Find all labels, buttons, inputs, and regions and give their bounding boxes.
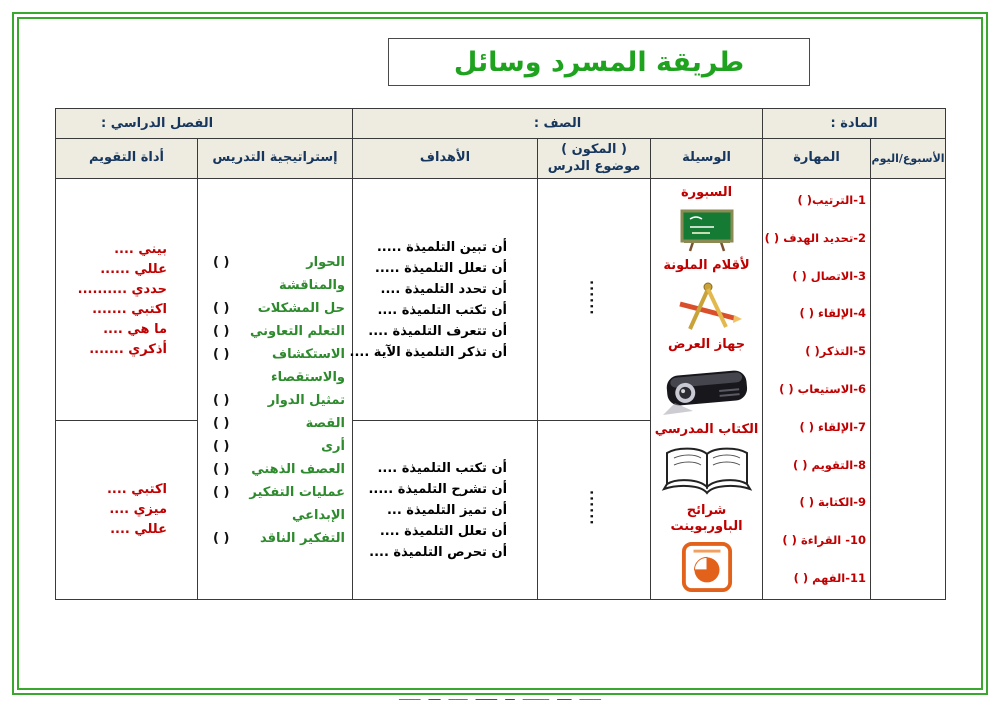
objectives-cell-row1 — [349, 179, 538, 421]
strategy-label: تمثيل الدوار — [267, 392, 345, 408]
strategy-line — [213, 320, 345, 343]
strategy-line — [213, 366, 345, 389]
strategy-checkbox: ( ) — [213, 392, 230, 408]
eval-item: ما هي .... — [103, 321, 167, 337]
skill-item: 6-الاستيعاب ( ) — [779, 381, 867, 396]
strategy-checkbox: ( ) — [213, 438, 230, 454]
compass-pencil-icon — [672, 280, 742, 332]
topic-dots: ...... — [586, 490, 602, 526]
strategy-label: الإبداعي — [291, 507, 345, 523]
strategy-line — [213, 389, 345, 412]
strategy-checkbox: ( ) — [213, 461, 230, 477]
projector-icon — [661, 359, 753, 417]
strategy-label: التفكير الناقد — [259, 530, 345, 546]
objective-line: أن تذكر التلميذة الآية .... — [349, 344, 508, 360]
header-semester: الفصل الدراسي : — [56, 109, 353, 139]
skill-item: 1-الترتيب( ) — [797, 193, 867, 207]
eval-item: عللي .... — [110, 522, 167, 537]
strategy-line — [213, 274, 345, 297]
watermark-segment: ــــــ — [557, 694, 572, 702]
objective-line: أن تحدد التلميذة .... — [380, 281, 508, 297]
week-day-cell — [871, 179, 946, 600]
media-label-projector: جهاز العرض — [667, 337, 746, 352]
objective-line: أن تكتب التلميذة .... — [377, 302, 508, 318]
skill-item: 11-الفهم ( ) — [793, 570, 867, 585]
media-label-powerpoint: شرائح الباوربوينت — [670, 503, 743, 535]
strategy-label: عمليات التفكير — [249, 484, 345, 500]
media-label-pens: لأقلام الملونة — [663, 258, 750, 273]
strategy-checkbox: ( ) — [213, 323, 230, 339]
chalkboard-icon — [670, 207, 744, 253]
strategy-label: الاستكشاف — [272, 346, 345, 362]
skill-item: 8-التقويم ( ) — [792, 457, 867, 472]
watermark-segment: ــــ — [505, 694, 515, 702]
objective-line: أن تتعرف التلميذة .... — [368, 323, 508, 339]
strategy-label: حل المشكلات — [257, 300, 345, 316]
col-topic: ( المكون ) موضوع الدرس — [538, 139, 651, 179]
skill-item: 10- القراءة ( ) — [782, 533, 867, 548]
strategy-label: العصف الذهني — [251, 461, 345, 477]
skills-list — [763, 185, 870, 593]
body-row-1 — [56, 179, 946, 421]
strategy-checkbox: ( ) — [213, 254, 230, 270]
lesson-plan-table — [55, 108, 946, 600]
powerpoint-icon — [681, 541, 733, 593]
eval-item: بيني .... — [114, 241, 167, 257]
topic-cell-row1 — [538, 179, 651, 421]
strategy-line — [213, 251, 345, 274]
skills-cell — [763, 179, 871, 600]
media-cell — [651, 179, 763, 600]
watermark-segment: ـــــــــ — [579, 694, 602, 702]
topic-cell-row2 — [538, 421, 651, 600]
objective-line: أن تبين التلميذة ..... — [376, 239, 508, 255]
objective-line: أن تشرح التلميذة ..... — [368, 481, 508, 497]
strategy-line — [213, 297, 345, 320]
strategy-line — [213, 504, 345, 527]
watermark-segment: ـــــ — [428, 694, 441, 702]
skill-item: 7-الإلقاء ( ) — [799, 419, 867, 434]
strategy-label: التعلم التعاوني — [250, 323, 345, 339]
strategy-line — [213, 458, 345, 481]
strategy-checkbox: ( ) — [213, 484, 230, 500]
media-label-book: الكتاب المدرسي — [654, 422, 759, 437]
media-label-board: السبورة — [680, 185, 733, 200]
strategy-label: الحوار — [306, 254, 345, 270]
strategy-checkbox: ( ) — [213, 530, 230, 546]
watermark-segment: ـــــــــــ — [522, 694, 550, 702]
skill-item: 2-تحديد الهدف ( ) — [764, 230, 867, 245]
strategy-checkbox: ( ) — [213, 300, 230, 316]
group-header-row — [56, 109, 946, 139]
col-eval-tool: أداة التقويم — [56, 139, 198, 179]
skill-item: 9-الكتابة ( ) — [799, 495, 867, 510]
col-week-day: الأسبوع/اليوم — [871, 139, 946, 179]
strategy-label: والمناقشة — [279, 277, 345, 293]
objective-line: أن تميز التلميذة ... — [386, 502, 508, 518]
watermark-segment: ـــــــــ — [399, 694, 421, 702]
skill-item: 3-الاتصال ( ) — [792, 268, 867, 283]
media-list — [651, 182, 762, 596]
header-grade: الصف : — [353, 109, 763, 139]
strategy-checkbox: ( ) — [213, 346, 230, 362]
col-skill: المهارة — [763, 139, 871, 179]
objectives-cell-row2 — [353, 421, 538, 600]
skill-item: 4-الإلقاء ( ) — [799, 306, 867, 321]
eval-cell-row2 — [56, 421, 198, 600]
eval-item: حددي .......... — [77, 281, 167, 297]
strategy-line — [213, 527, 345, 550]
watermark-segment: ــــــــ — [448, 694, 468, 702]
col-objectives: الأهداف — [353, 139, 538, 179]
strategy-checkbox: ( ) — [213, 415, 230, 431]
objective-line: أن تعلل التلميذة ..... — [374, 260, 508, 276]
strategy-line — [213, 481, 345, 504]
watermark-segment: ـــــــــ — [475, 694, 498, 702]
col-strategy: إستراتيجية التدريس — [198, 139, 353, 179]
strategy-label: القصة — [305, 415, 345, 431]
page-title: طريقة المسرد وسائل — [453, 46, 745, 78]
eval-item: عللي ...... — [100, 261, 167, 277]
objective-line: أن تعلل التلميذة .... — [379, 523, 508, 539]
title-box — [388, 38, 810, 86]
open-book-icon — [661, 444, 753, 498]
eval-item: ميزي .... — [109, 502, 167, 517]
header-subject: المادة : — [763, 109, 946, 139]
eval-item: أذكري ....... — [89, 341, 167, 357]
eval-item: اكتبي .... — [106, 482, 167, 497]
topic-dots: ...... — [586, 279, 602, 316]
col-medium: الوسيلة — [651, 139, 763, 179]
strategies-cell — [198, 179, 353, 600]
footer-watermark — [0, 693, 1000, 703]
objective-line: أن تحرص التلميذة .... — [369, 544, 508, 560]
strategy-label: أرى — [321, 438, 345, 454]
objective-line: أن تكتب التلميذة .... — [377, 460, 508, 476]
strategy-line — [213, 412, 345, 435]
eval-item: اكتبي ....... — [92, 301, 167, 317]
strategy-line — [213, 343, 345, 366]
eval-cell-row1 — [56, 179, 198, 421]
strategy-line — [213, 435, 345, 458]
skill-item: 5-التذكر( ) — [805, 344, 867, 359]
strategy-label: والاستقصاء — [270, 369, 345, 385]
column-header-row — [56, 139, 946, 179]
